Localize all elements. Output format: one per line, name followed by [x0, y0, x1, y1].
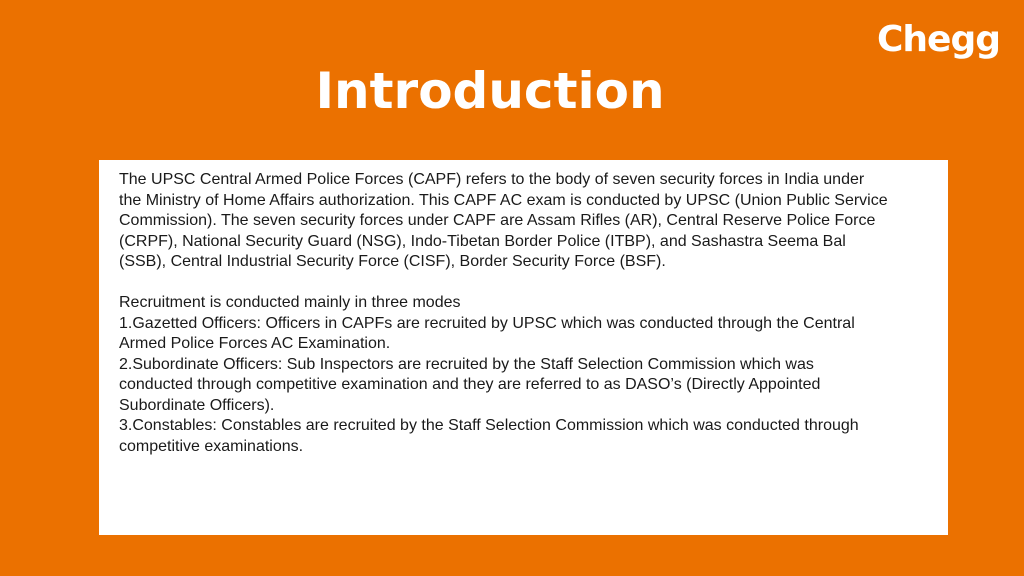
intro-paragraph: The UPSC Central Armed Police Forces (CAPF) refers to the body of seven security forces in India under the Ministry of Home Affairs authorization. This CAPF AC exam is conducted by UPSC (Union Public Service Commission). The seven security forces under CAPF are Assam Rifles (AR), Central Reserve Police Force (CRPF), National Security Guard (NSG), Indo-Tibetan Border Police (ITBP), and Sashastra Seema Bal (SSB), Central Industrial Security Force (CISF), Border Security Force (BSF).	[119, 171, 888, 270]
paragraph-spacer	[119, 273, 928, 294]
content-panel	[99, 160, 948, 535]
slide-title: Introduction	[315, 62, 665, 120]
mode-item-gazetted: 1.Gazetted Officers: Officers in CAPFs are recruited by UPSC which was conducted through the Central Armed Police Forces AC Examination.	[119, 314, 855, 352]
mode-item-subordinate: 2.Subordinate Officers: Sub Inspectors are recruited by the Staff Selection Commission which was conducted through competitive examination and they are referred to as DASO’s (Directly Appointed Subordinate Officers).	[119, 355, 821, 414]
recruitment-heading: Recruitment is conducted mainly in three modes	[119, 294, 461, 311]
mode-item-constables: 3.Constables: Constables are recruited by the Staff Selection Commission which was conducted through competitive examinations.	[119, 417, 859, 455]
chegg-logo: Chegg	[876, 19, 1000, 60]
